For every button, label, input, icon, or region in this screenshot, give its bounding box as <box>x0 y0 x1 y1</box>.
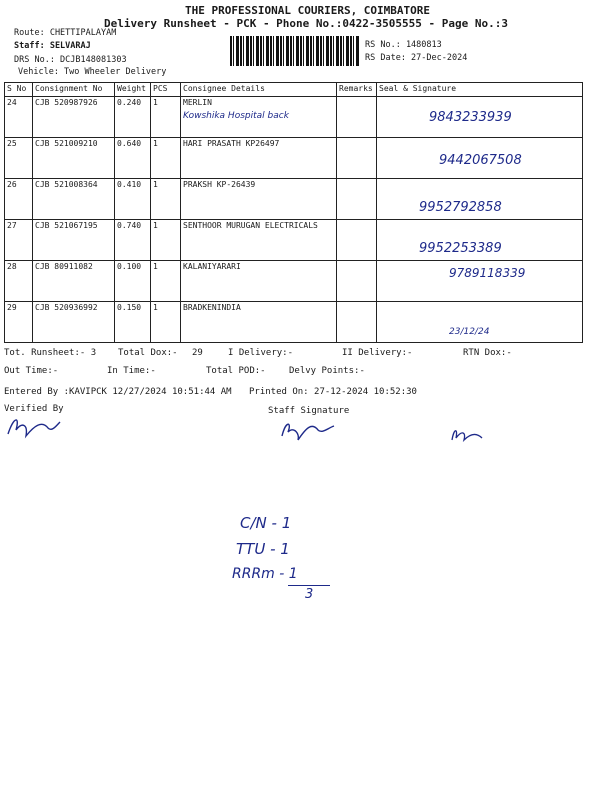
row-weight: 0.100 <box>115 261 151 302</box>
handwritten-phone: 9789118339 <box>449 266 526 280</box>
col-consignment: Consignment No <box>33 83 115 97</box>
row-remarks <box>337 261 377 302</box>
table-row <box>5 302 583 343</box>
row-consignment: CJB 520936992 <box>33 302 115 343</box>
row-remarks <box>337 302 377 343</box>
rs-no: RS No.: 1480813 <box>365 40 442 50</box>
handwritten-phone: 9952253389 <box>419 241 502 256</box>
table-row <box>5 97 583 138</box>
initials-signature <box>448 424 488 446</box>
row-weight: 0.240 <box>115 97 151 138</box>
tally-line-1: C/N - 1 <box>240 514 292 532</box>
row-pcs: 1 <box>151 261 181 302</box>
row-pcs: 1 <box>151 97 181 138</box>
in-time: In Time:- <box>107 366 156 376</box>
row-consignee: SENTHOOR MURUGAN ELECTRICALS <box>181 220 337 261</box>
tally-total: 3 <box>305 587 314 602</box>
i-delivery: I Delivery:- <box>228 348 294 358</box>
row-sno: 24 <box>5 97 33 138</box>
row-consignee-cell <box>181 97 337 138</box>
ii-delivery: II Delivery:- <box>342 348 413 358</box>
row-signature <box>377 220 583 261</box>
total-dox-value: 29 <box>192 348 203 358</box>
rtn-dox: RTN Dox:- <box>463 348 512 358</box>
row-signature <box>377 138 583 179</box>
row-sno: 29 <box>5 302 33 343</box>
handwritten-phone: 9843233939 <box>429 110 512 125</box>
row-consignee: KALANIYARARI <box>181 261 337 302</box>
handwritten-phone: 9952792858 <box>419 200 502 215</box>
row-remarks <box>337 138 377 179</box>
tally-line-3: RRRm - 1 <box>232 566 298 582</box>
delvy-points: Delvy Points:- <box>289 366 365 376</box>
row-signature <box>377 261 583 302</box>
tally-total-rule <box>288 585 330 586</box>
tally-line-2: TTU - 1 <box>236 540 290 558</box>
col-weight: Weight <box>115 83 151 97</box>
verified-signature <box>4 412 64 442</box>
route: Route: CHETTIPALAYAM <box>14 28 117 38</box>
row-sno: 25 <box>5 138 33 179</box>
row-consignment: CJB 80911082 <box>33 261 115 302</box>
row-consignment: CJB 521008364 <box>33 179 115 220</box>
row-consignee: BRADKENINDIA <box>181 302 337 343</box>
row-weight: 0.150 <box>115 302 151 343</box>
col-pcs: PCS <box>151 83 181 97</box>
staff-signature <box>278 416 338 444</box>
row-weight: 0.740 <box>115 220 151 261</box>
staff: Staff: SELVARAJ <box>14 41 91 51</box>
total-pod: Total POD:- <box>206 366 266 376</box>
handwritten-phone: 9442067508 <box>439 153 522 168</box>
row-pcs: 1 <box>151 138 181 179</box>
row-weight: 0.640 <box>115 138 151 179</box>
row-consignment: CJB 520987926 <box>33 97 115 138</box>
row-consignee: PRAKSH KP-26439 <box>181 179 337 220</box>
row-consignee: HARI PRASATH KP26497 <box>181 138 337 179</box>
col-seal-signature: Seal & Signature <box>377 83 583 97</box>
row-pcs: 1 <box>151 179 181 220</box>
row-sno: 28 <box>5 261 33 302</box>
row-remarks <box>337 179 377 220</box>
row-signature <box>377 97 583 138</box>
total-dox-label: Total Dox:- <box>118 348 178 358</box>
row-signature <box>377 179 583 220</box>
barcode <box>230 36 360 66</box>
table-row <box>5 138 583 179</box>
col-remarks: Remarks <box>337 83 377 97</box>
tot-runsheet: Tot. Runsheet:- 3 <box>4 348 97 358</box>
verified-by-label: Verified By <box>4 404 64 414</box>
out-time: Out Time:- <box>4 366 59 376</box>
table-row <box>5 179 583 220</box>
rs-date: RS Date: 27-Dec-2024 <box>365 53 468 63</box>
row-consignment: CJB 521067195 <box>33 220 115 261</box>
row-consignee: MERLIN <box>183 98 212 107</box>
row-remarks <box>337 97 377 138</box>
vehicle: Vehicle: Two Wheeler Delivery <box>18 67 167 77</box>
row-signature <box>377 302 583 343</box>
entered-by: Entered By :KAVIPCK 12/27/2024 10:51:44 AM <box>4 387 232 397</box>
runsheet-table <box>4 82 583 343</box>
row-pcs: 1 <box>151 220 181 261</box>
company-name: THE PROFESSIONAL COURIERS, COIMBATORE <box>185 4 431 17</box>
handwritten-note: Kowshika Hospital back <box>183 111 289 121</box>
row-consignment: CJB 521009210 <box>33 138 115 179</box>
col-sno: S No <box>5 83 33 97</box>
row-sno: 27 <box>5 220 33 261</box>
printed-on: Printed On: 27-12-2024 10:52:30 <box>249 387 417 397</box>
table-row <box>5 220 583 261</box>
row-pcs: 1 <box>151 302 181 343</box>
row-sno: 26 <box>5 179 33 220</box>
table-row <box>5 261 583 302</box>
row-weight: 0.410 <box>115 179 151 220</box>
drs-no: DRS No.: DCJB148081303 <box>14 55 127 65</box>
staff-signature-label: Staff Signature <box>268 406 350 416</box>
col-consignee: Consignee Details <box>181 83 337 97</box>
table-header <box>5 83 583 97</box>
handwritten-date: 23/12/24 <box>449 327 490 337</box>
runsheet-title: Delivery Runsheet - PCK - Phone No.:0422-3505555 - Page No.:3 <box>104 17 508 30</box>
row-remarks <box>337 220 377 261</box>
